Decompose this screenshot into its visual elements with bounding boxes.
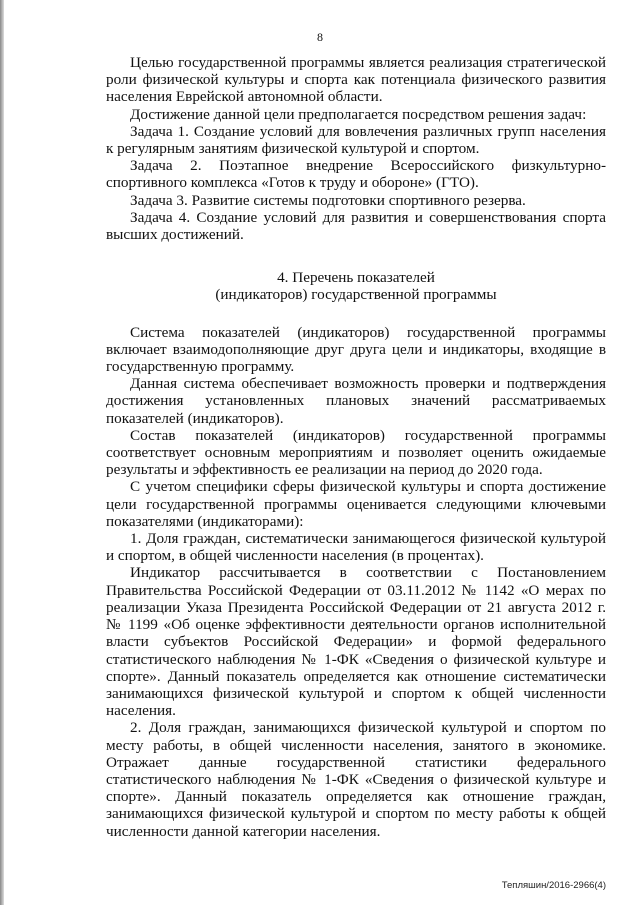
paragraph-verification: Данная система обеспечивает возможность проверки и подтверждения достижения установленных плановых значений рассматриваемых показателей (индикаторов).: [106, 375, 606, 427]
scan-edge: [0, 0, 4, 905]
paragraph-task-3: Задача 3. Развитие системы подготовки спортивного резерва.: [130, 191, 526, 209]
section-heading-line-2: (индикаторов) государственной программы: [215, 286, 497, 304]
paragraph-task-4: Задача 4. Создание условий для развития и совершенствования спорта высших достижений.: [106, 208, 606, 244]
paragraph-indicator-2: 2. Доля граждан, занимающихся физической культурой и спортом по месту работы, в общей численности населения, занятого в экономике. Отражает данные государственной статистики федерального статистического наблюдения № 1-ФК «Сведения о физической культуре и спорте». Данный показатель определяется как отношение граждан, занимающихся физической культурой и спортом по месту работы к общей численности данной категории населения.: [106, 719, 606, 840]
section-heading: [106, 269, 606, 303]
paragraph-key-indicators: С учетом специфики сферы физической культуры и спорта достижение цели государственной программы оценивается следующими ключевыми показателями (индикаторами):: [106, 478, 606, 530]
page-number: 8: [317, 30, 323, 44]
footer-code: Тепляшин/2016-2966(4): [501, 880, 606, 891]
paragraph-task-1: Задача 1. Создание условий для вовлечения различных групп населения к регулярным занятиям физической культурой и спортом.: [106, 122, 606, 158]
paragraph-tasks-intro: Достижение данной цели предполагается посредством решения задач:: [130, 105, 587, 123]
paragraph-indicator-1-method: Индикатор рассчитывается в соответствии с Постановлением Правительства Российской Федерации от 03.11.2012 № 1142 «О мерах по реализации Указа Президента Российской Федерации от 21 августа 2012 г. № 1199 «Об оценке эффективности деятельности органов исполнительной власти субъектов Российской Федерации» и формой федерального статистического наблюдения № 1-ФК «Сведения о физической культуре и спорте». Данный показатель определяется как отношение систематически занимающихся физической культурой и спортом к общей численности населения.: [106, 564, 606, 720]
paragraph-indicator-1: 1. Доля граждан, систематически занимающегося физической культурой и спортом, в общей численности населения (в процентах).: [106, 530, 606, 565]
paragraph-goal: Целью государственной программы является реализация стратегической роли физической культуры и спорта как потенциала физического развития населения Еврейской автономной области.: [106, 54, 606, 106]
paragraph-task-2: Задача 2. Поэтапное внедрение Всероссийского физкультурно-спортивного комплекса «Готов к труду и обороне» (ГТО).: [106, 157, 606, 192]
paragraph-indicators-system: Система показателей (индикаторов) государственной программы включает взаимодополняющие друг друга цели и индикаторы, входящие в государственную программу.: [106, 323, 606, 376]
document-body: [106, 54, 606, 840]
paragraph-composition: Состав показателей (индикаторов) государственной программы соответствует основным мероприятиям и позволяет оценить ожидаемые результаты и эффективность ее реализации на период до 2020 года.: [106, 426, 606, 479]
section-heading-line-1: 4. Перечень показателей: [277, 269, 435, 287]
